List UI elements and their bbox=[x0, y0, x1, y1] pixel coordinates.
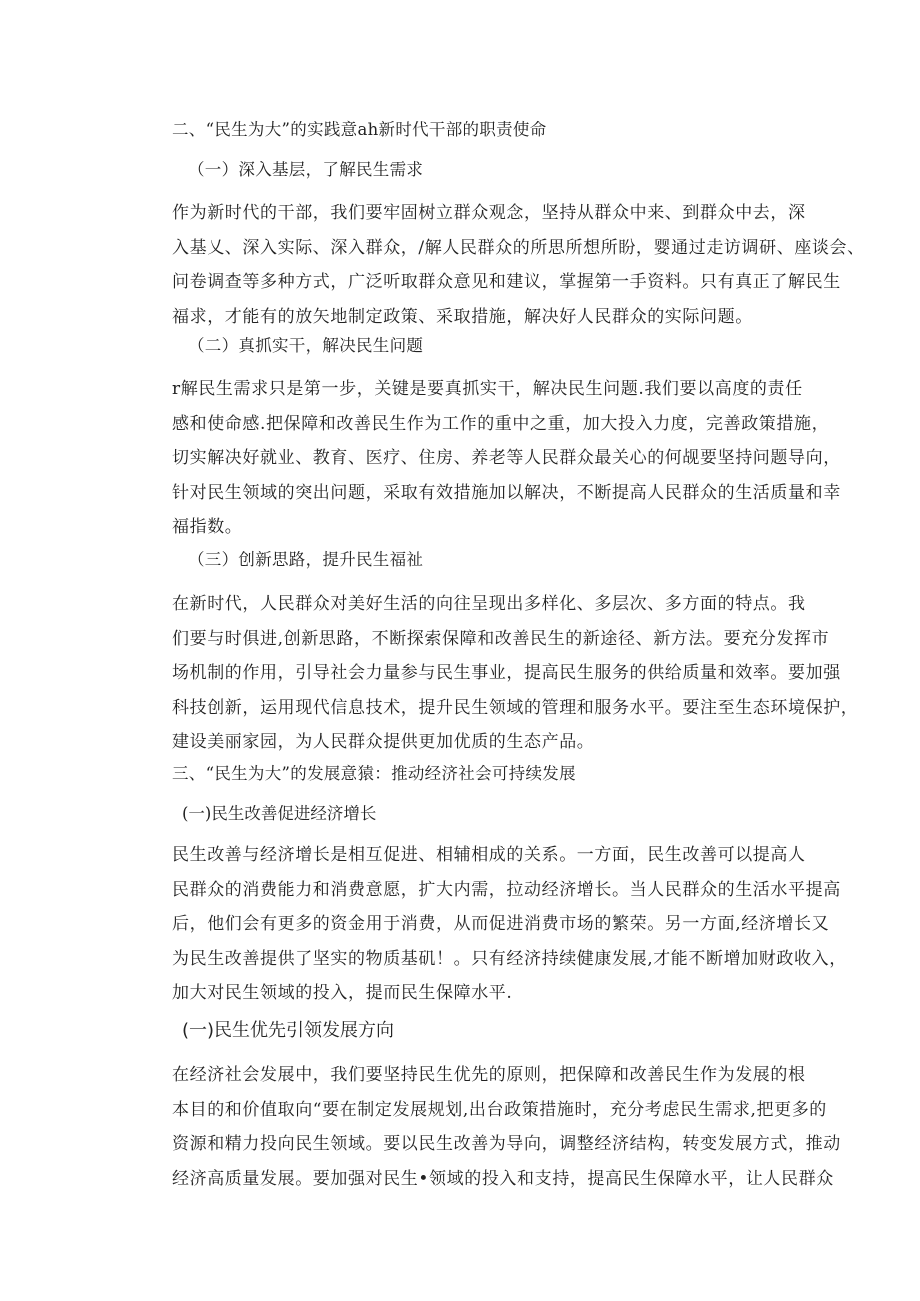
paragraph-line: 场机制的作用，引导社会力量参与民生事业，提高民生服务的供给质量和效率。要加强 bbox=[172, 663, 841, 683]
section-3-2-heading: (一)民生优先引领发展方向 bbox=[182, 1020, 395, 1041]
paragraph-line: 入基乂、深入实际、深入群众，/解人民群众的所思所想所盼，婴通过走访调研、座谈会、 bbox=[172, 237, 865, 258]
paragraph-line: 切实解决好就业、教育、医疗、住房、养老等人民群众最关心的何觇要坚持问题导向， bbox=[172, 448, 841, 468]
paragraph-line: 资源和精力投向民生领域。要以民生改善为导向，调整经济结构，转变发展方式，推动 bbox=[172, 1134, 841, 1154]
section-3-2-paragraph bbox=[172, 1058, 841, 1196]
section-3-1-heading: (一)民生改善促进经济增长 bbox=[182, 804, 377, 823]
section-2-3-paragraph bbox=[172, 587, 859, 760]
paragraph-line: 福求，才能有的放矢地制定政策、采取措施，解决好人民群众的实际问题。 bbox=[172, 306, 753, 327]
section-2-2-paragraph bbox=[172, 372, 841, 545]
section-2-heading: 二、“民生为大”的实践意ah新时代干部的职责使命 bbox=[172, 120, 547, 139]
paragraph-line: 针对民生领域的突出问题，采取有效措施加以解决，不断提高人民群众的生活质量和幸 bbox=[172, 482, 841, 503]
section-2-2-heading: （二）真抓实干，解决民生问题 bbox=[188, 336, 424, 355]
paragraph-line: 建设美丽家园，为人民群众提供更加优质的生态产品。 bbox=[172, 732, 595, 752]
paragraph-line: 经济高质量发展。要加强对民生•领域的投入和支持，提高民生保障水平，让人民群众 bbox=[172, 1168, 834, 1189]
section-3-heading: 三、“民生为大”的发展意猿：推动经济社会可持续发展 bbox=[172, 764, 576, 783]
paragraph-line: 问卷调查等多种方式，广泛听取群众意见和建议，掌握第一手资料。只有真正了解民生 bbox=[172, 272, 841, 292]
paragraph-line: 作为新时代的干部，我们要牢固树立群众观念，坚持从群众中来、到群众中去，深 bbox=[172, 203, 806, 223]
paragraph-line: 为民生改善提供了坚实的物质基矶！。只有经济持续健康发展,才能不断增加财政收入， bbox=[172, 948, 847, 969]
section-2-3-heading: （三）创新思路，提升民生福祉 bbox=[188, 550, 424, 569]
paragraph-line: 本目的和价值取向“要在制定发展规划,出台政策措施时，充分考虑民生需求,把更多的 bbox=[172, 1099, 827, 1120]
paragraph-line: 在新时代，人民群众对美好生活的向往呈现出多样化、多层次、多方面的特点。我 bbox=[172, 594, 806, 614]
paragraph-line: 后，他们会有更多的资金用于消费，从而促进消费市场的繁荣。另一方面,经济增长又 bbox=[172, 914, 830, 934]
paragraph-line: 福指数。 bbox=[172, 517, 243, 537]
section-2-1-paragraph bbox=[172, 196, 865, 334]
paragraph-line: 感和使命感.把保障和改善民生作为工作的重中之重，加大投入力度，完善政策措施， bbox=[172, 413, 830, 434]
paragraph-line: 民群众的消费能力和消费意愿，扩大内需，拉动经济增长。当人民群众的生活水平提高 bbox=[172, 879, 841, 900]
section-3-1-paragraph bbox=[172, 838, 847, 1011]
paragraph-line: 们要与时俱进,创新思路，不断探索保障和改善民生的新途径、新方法。要充分发挥市 bbox=[172, 628, 830, 649]
paragraph-line: 加大对民生领域的投入，提而民生保障水平. bbox=[172, 983, 513, 1003]
paragraph-line: 在经济社会发展中，我们要坚持民生优先的原则，把保障和改善民生作为发展的根 bbox=[172, 1065, 806, 1085]
paragraph-line: 科技创新，运用现代信息技术，提升民生领域的管理和服务水平。要注至生态环境保护， bbox=[172, 697, 859, 718]
section-2-1-heading: （一）深入基层，了解民生需求 bbox=[188, 160, 424, 179]
paragraph-line: 民生改善与经济增长是相互促进、相辅相成的关系。一方面，民生改善可以提高人 bbox=[172, 845, 806, 865]
paragraph-line: r解民生需求只是第一步，关键是要真抓实干，解决民生问题.我们要以高度的责任 bbox=[172, 379, 803, 399]
